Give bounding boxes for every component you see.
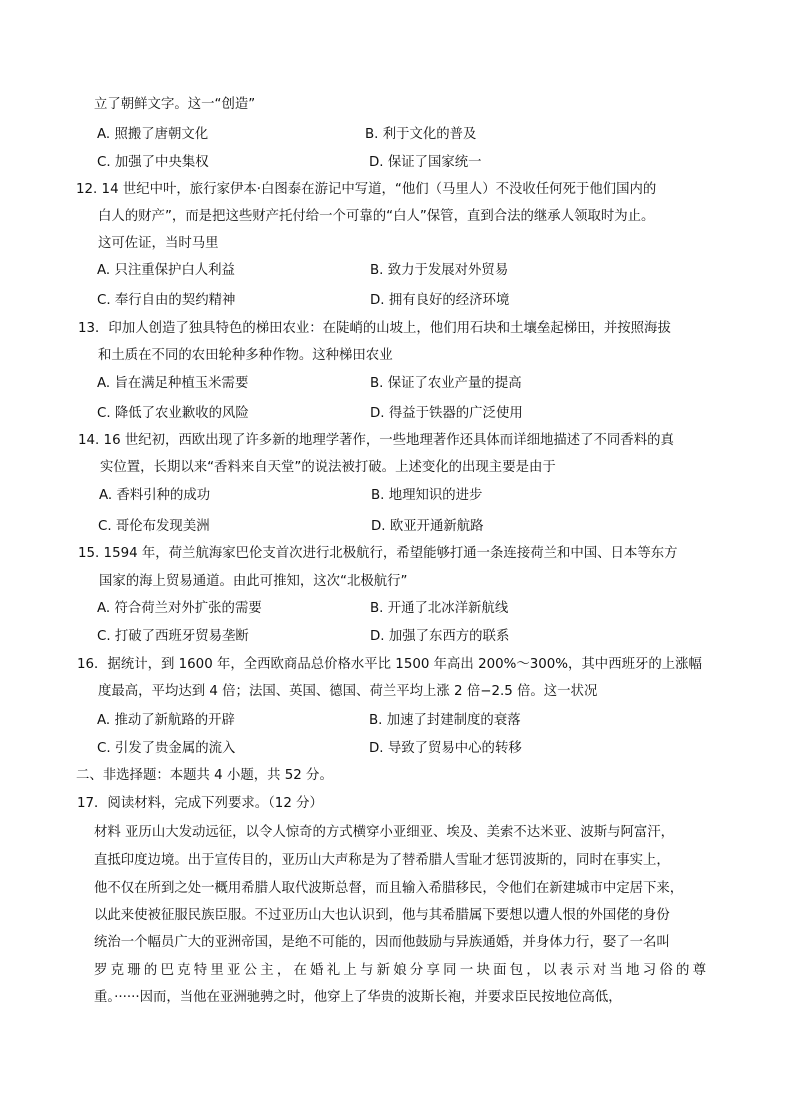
q14-stem-line1: 14. 16 世纪初，西欧出现了许多新的地理学著作，一些地理著作还具体而详细地描述了不同香料的真 <box>78 433 674 448</box>
q15-stem-line1: 15. 1594 年，荷兰航海家巴伦支首次进行北极航行，希望能够打通一条连接荷兰和中国、日本等东方 <box>78 546 678 561</box>
q14-option-d[interactable]: D. 欧亚开通新航路 <box>371 519 484 534</box>
q12-stem-line3: 这可佐证，当时马里 <box>98 236 219 251</box>
q10-option-b[interactable]: B. 利于文化的普及 <box>365 127 477 142</box>
q16-option-a[interactable]: A. 推动了新航路的开辟 <box>97 713 235 728</box>
q17-material-line3: 他不仅在所到之处一概用希腊人取代波斯总督，而且输入希腊移民，令他们在新建城市中定居下来， <box>94 881 684 896</box>
q13-option-c[interactable]: C. 降低了农业歉收的风险 <box>97 406 249 421</box>
q15-stem-line2: 国家的海上贸易通道。由此可推知，这次“北极航行” <box>99 574 408 589</box>
q12-option-c[interactable]: C. 奉行自由的契约精神 <box>97 293 236 308</box>
q10-option-d[interactable]: D. 保证了国家统一 <box>369 155 482 170</box>
q16-option-b[interactable]: B. 加速了封建制度的衰落 <box>369 713 521 728</box>
q15-option-b[interactable]: B. 开通了北冰洋新航线 <box>370 601 509 616</box>
q12-stem-line2: 白人的财产”，而是把这些财产托付给一个可靠的“白人”保管，直到合法的继承人领取时为止。 <box>98 209 655 224</box>
q14-stem-line2: 实位置，长期以来“香料来自天堂”的说法被打破。上述变化的出现主要是由于 <box>100 460 556 475</box>
q14-option-c[interactable]: C. 哥伦布发现美洲 <box>98 519 210 534</box>
q14-option-a[interactable]: A. 香料引种的成功 <box>99 488 211 503</box>
q16-stem-line2: 度最高，平均达到 4 倍；法国、英国、德国、荷兰平均上涨 2 倍−2.5 倍。这一状况 <box>98 684 598 699</box>
q12-option-d[interactable]: D. 拥有良好的经济环境 <box>370 293 510 308</box>
q13-stem-line2: 和土质在不同的农田轮种多种作物。这种梯田农业 <box>98 348 393 363</box>
q17-material-line2: 直抵印度边境。出于宣传目的，亚历山大声称是为了替希腊人雪耻才惩罚波斯的，同时在事实上， <box>94 853 670 868</box>
q17-title: 17．阅读材料，完成下列要求。（12 分） <box>77 796 323 811</box>
q17-material-line7: 重。······因而，当他在亚洲驰骋之时，他穿上了华贵的波斯长袍，并要求臣民按地位高低， <box>94 990 622 1005</box>
q12-option-a[interactable]: A. 只注重保护白人利益 <box>97 263 235 278</box>
q15-option-a[interactable]: A. 符合荷兰对外扩张的需要 <box>97 601 262 616</box>
q10-stem-tail: 立了朝鲜文字。这一“创造” <box>94 97 256 112</box>
q17-material-line6: 罗克珊的巴克特里亚公主，在婚礼上与新娘分享同一块面包，以表示对当地习俗的尊 <box>94 963 706 978</box>
q12-option-b[interactable]: B. 致力于发展对外贸易 <box>370 263 509 278</box>
q10-option-c[interactable]: C. 加强了中央集权 <box>97 155 209 170</box>
q17-material-line4: 以此来使被征服民族臣服。不过亚历山大也认识到，他与其希腊属下要想以遭人恨的外国佬的身份 <box>94 908 670 923</box>
q16-option-c[interactable]: C. 引发了贵金属的流入 <box>97 741 236 756</box>
q16-option-d[interactable]: D. 导致了贸易中心的转移 <box>369 741 522 756</box>
q15-option-c[interactable]: C. 打破了西班牙贸易垄断 <box>97 629 249 644</box>
q13-option-b[interactable]: B. 保证了农业产量的提高 <box>370 376 522 391</box>
q14-option-b[interactable]: B. 地理知识的进步 <box>371 488 483 503</box>
q17-material-line1: 材料 亚历山大发动远征，以令人惊奇的方式横穿小亚细亚、埃及、美索不达米亚、波斯与阿富汗， <box>94 825 675 840</box>
q16-stem-line1: 16．据统计，到 1600 年，全西欧商品总价格水平比 1500 年高出 200%～300%，其中西班牙的上涨幅 <box>77 657 702 672</box>
q10-option-a[interactable]: A. 照搬了唐朝文化 <box>97 127 209 142</box>
q13-option-a[interactable]: A. 旨在满足种植玉米需要 <box>97 376 249 391</box>
q15-option-d[interactable]: D. 加强了东西方的联系 <box>370 629 510 644</box>
q13-option-d[interactable]: D. 得益于铁器的广泛使用 <box>370 406 523 421</box>
q17-material-line5: 统治一个幅员广大的亚洲帝国，是绝不可能的，因而他鼓励与异族通婚，并身体力行，娶了一名叫 <box>94 935 670 950</box>
section-heading-nonchoice: 二、非选择题：本题共 4 小题，共 52 分。 <box>76 768 333 783</box>
q12-stem-line1: 12. 14 世纪中叶，旅行家伊本·白图泰在游记中写道，“他们（马里人）不没收任何死于他们国内的 <box>76 182 657 197</box>
q13-stem-line1: 13．印加人创造了独具特色的梯田农业：在陡峭的山坡上，他们用石块和土壤垒起梯田，并按照海拔 <box>78 321 671 336</box>
